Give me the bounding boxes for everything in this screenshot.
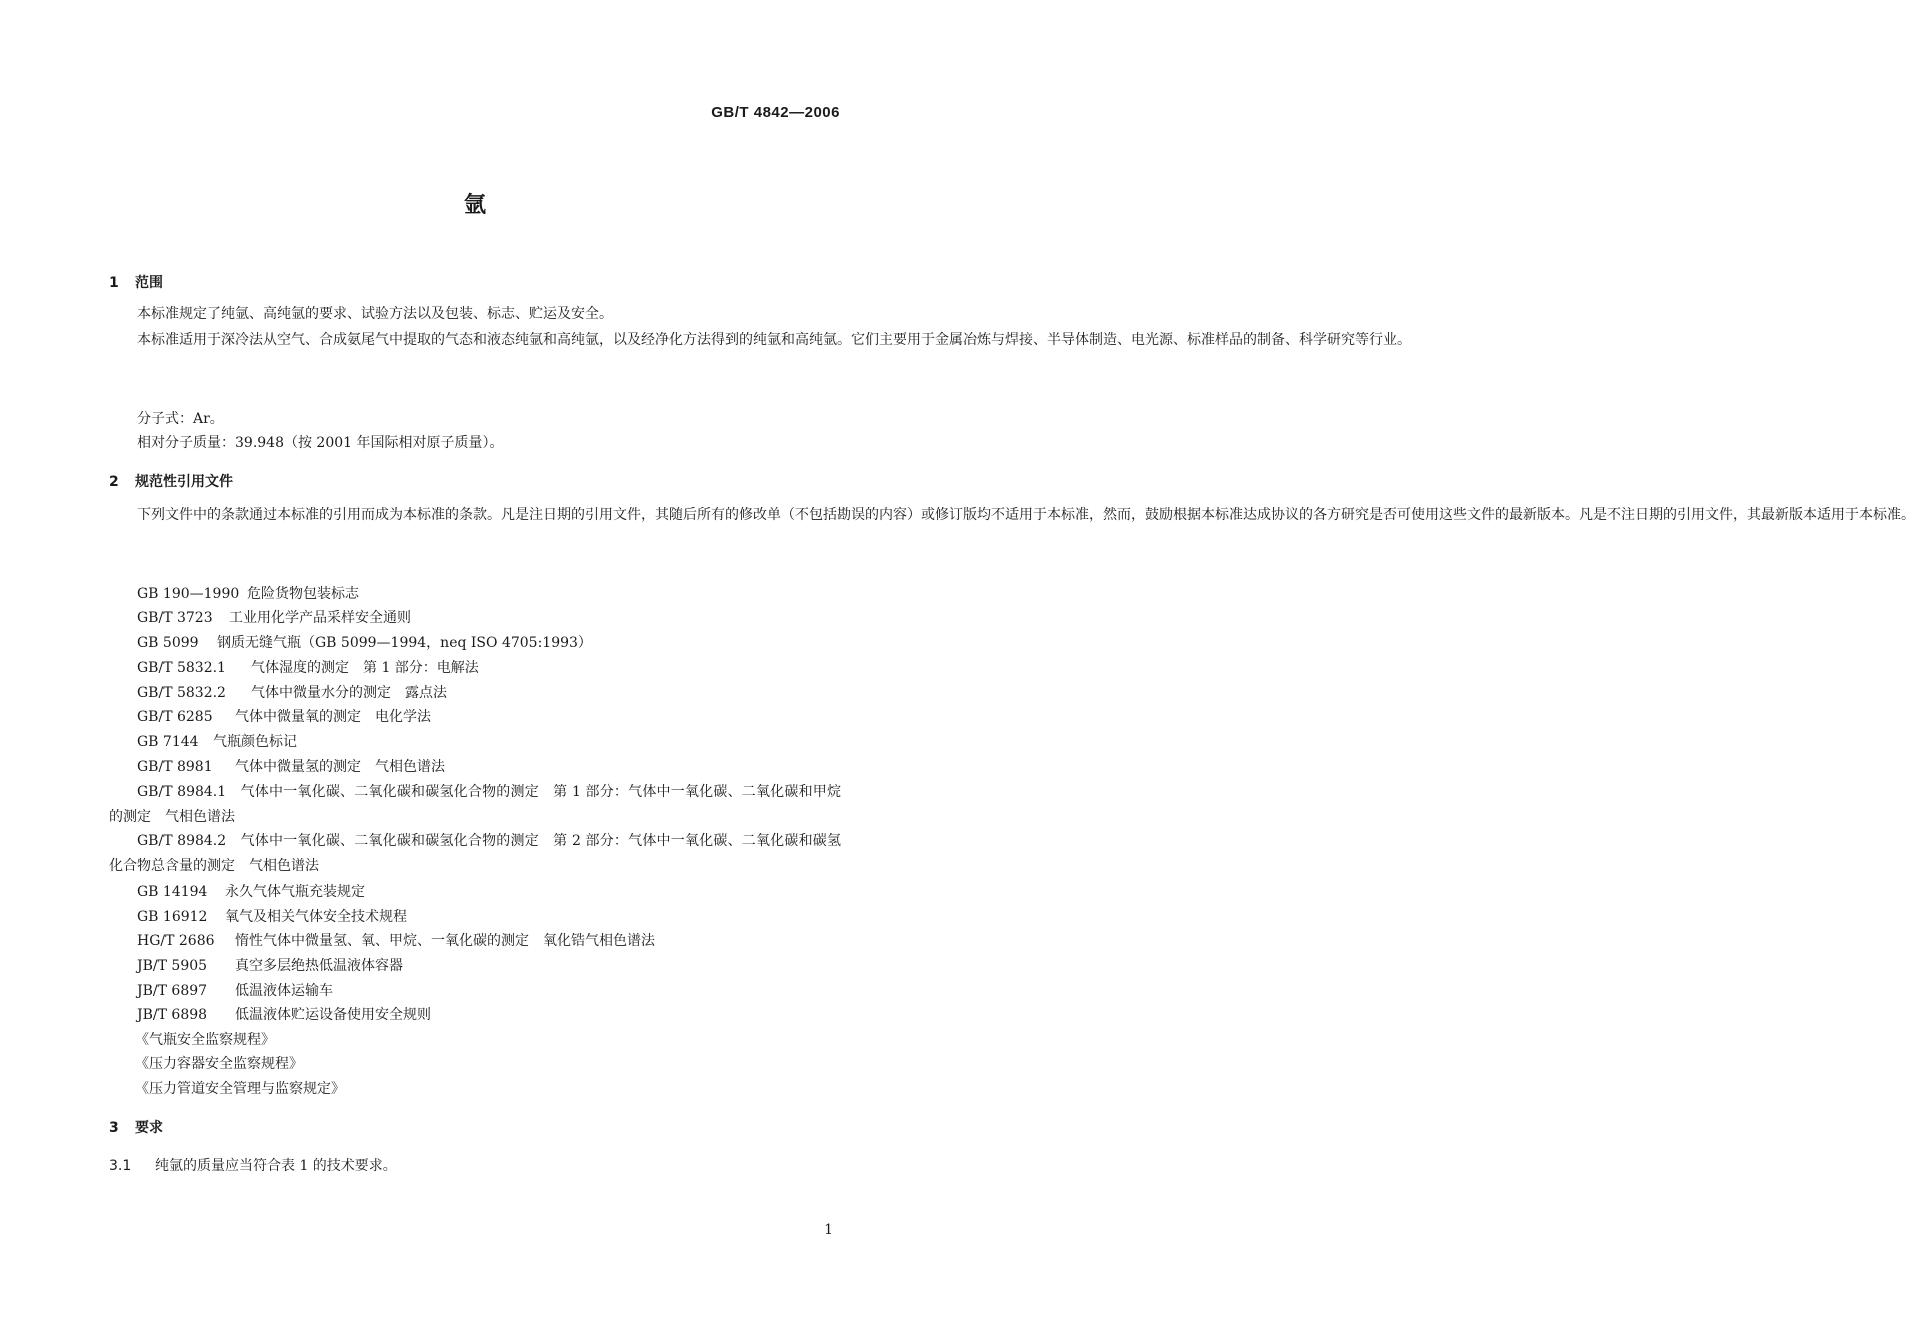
standard-number: GB/T 4842—2006	[711, 104, 840, 121]
reference-item	[137, 1004, 431, 1024]
reference-item	[137, 682, 447, 702]
clause-text: 纯氩的质量应当符合表 1 的技术要求。	[155, 1158, 397, 1174]
reference-item	[137, 583, 359, 603]
reference-title: 惰性气体中微量氢、氧、甲烷、一氧化碳的测定 氧化锆气相色谱法	[235, 933, 655, 949]
section-title: 范围	[135, 275, 163, 291]
reference-item	[137, 955, 403, 975]
reference-item	[137, 706, 431, 726]
reference-code: HG/T 2686	[137, 933, 215, 949]
reference-title: 低温液体贮运设备使用安全规则	[235, 1007, 431, 1023]
reference-code: GB/T 6285	[137, 709, 213, 725]
reference-code: GB/T 5832.2	[137, 685, 226, 701]
reference-code: GB 7144	[137, 734, 199, 750]
reference-title: 气体中一氧化碳、二氧化碳和碳氢化合物的测定 第 1 部分：气体中一氧化碳、二氧化碳和甲烷的测定 气相色谱法	[109, 784, 842, 825]
reference-title: 气体中微量水分的测定 露点法	[251, 685, 447, 701]
reference-item	[137, 881, 365, 901]
page-number: 1	[824, 1222, 833, 1238]
reference-title: 气体中一氧化碳、二氧化碳和碳氢化合物的测定 第 2 部分：气体中一氧化碳、二氧化碳和碳氢化合物总含量的测定 气相色谱法	[109, 833, 842, 874]
reference-title: 《压力管道安全管理与监察规定》	[135, 1081, 345, 1097]
reference-item	[137, 731, 297, 751]
clause-number: 3.1	[109, 1158, 132, 1174]
reference-item	[137, 980, 333, 1000]
reference-title: 《压力容器安全监察规程》	[135, 1056, 303, 1072]
section-number: 1	[109, 275, 119, 291]
reference-title: 气瓶颜色标记	[213, 734, 297, 750]
clause-3-1	[109, 1155, 397, 1175]
reference-item	[137, 930, 655, 950]
scope-paragraph-1: 本标准规定了纯氩、高纯氩的要求、试验方法以及包装、标志、贮运及安全。	[137, 306, 613, 322]
reference-title: 氧气及相关气体安全技术规程	[225, 909, 407, 925]
section-number: 3	[109, 1120, 119, 1136]
reference-title: 钢质无缝气瓶（GB 5099—1994，neq ISO 4705:1993）	[217, 635, 592, 651]
reference-title: 工业用化学产品采样安全通则	[229, 610, 411, 626]
reference-code: JB/T 6898	[137, 1007, 208, 1023]
reference-code: GB 16912	[137, 909, 208, 925]
section-3-heading	[109, 1117, 163, 1137]
reference-item	[109, 780, 841, 829]
reference-item	[137, 906, 407, 926]
section-number: 2	[109, 474, 119, 490]
reference-code: GB/T 5832.1	[137, 660, 226, 676]
reference-title: 危险货物包装标志	[247, 586, 359, 602]
reference-title: 气体中微量氧的测定 电化学法	[235, 709, 431, 725]
reference-title: 气体中微量氢的测定 气相色谱法	[235, 759, 445, 775]
reference-title: 低温液体运输车	[235, 983, 333, 999]
reference-code: GB 14194	[137, 884, 208, 900]
reference-code: GB 190—1990	[137, 586, 240, 602]
document-title: 氩	[463, 193, 486, 218]
reference-code: GB 5099	[137, 635, 199, 651]
molecular-formula: 分子式：Ar。	[137, 411, 224, 427]
scope-paragraph-2: 本标准适用于深冷法从空气、合成氨尾气中提取的气态和液态纯氩和高纯氩，以及经净化方法得到的纯氩和高纯氩。它们主要用于金属冶炼与焊接、半导体制造、电光源、标准样品的制备、科学研究等行业。	[137, 332, 1411, 348]
molecular-mass: 相对分子质量：39.948（按 2001 年国际相对原子质量）。	[137, 435, 504, 451]
reference-title: 真空多层绝热低温液体容器	[235, 958, 403, 974]
reference-item	[135, 1078, 345, 1098]
reference-item	[137, 632, 592, 652]
section-title: 规范性引用文件	[135, 474, 233, 490]
reference-title: 《气瓶安全监察规程》	[135, 1032, 275, 1048]
section-1-heading	[109, 272, 163, 292]
section-title: 要求	[135, 1120, 163, 1136]
reference-code: GB/T 3723	[137, 610, 213, 626]
reference-item	[137, 607, 411, 627]
reference-code: GB/T 8984.1	[137, 784, 227, 800]
reference-item	[109, 829, 841, 878]
reference-item	[135, 1029, 275, 1049]
reference-title: 永久气体气瓶充装规定	[225, 884, 365, 900]
reference-code: JB/T 6897	[137, 983, 208, 999]
reference-item	[135, 1053, 303, 1073]
section-2-heading	[109, 471, 233, 491]
reference-code: JB/T 5905	[137, 958, 208, 974]
reference-item	[137, 657, 479, 677]
normative-references-intro: 下列文件中的条款通过本标准的引用而成为本标准的条款。凡是注日期的引用文件，其随后所有的修改单（不包括勘误的内容）或修订版均不适用于本标准，然而，鼓励根据本标准达成协议的各方研究是否可使用这些文件的最新版本。凡是不注日期的引用文件，其最新版本适用于本标准。	[137, 507, 1915, 523]
reference-title: 气体湿度的测定 第 1 部分：电解法	[251, 660, 479, 676]
reference-code: GB/T 8981	[137, 759, 213, 775]
reference-item	[137, 756, 445, 776]
reference-code: GB/T 8984.2	[137, 833, 227, 849]
